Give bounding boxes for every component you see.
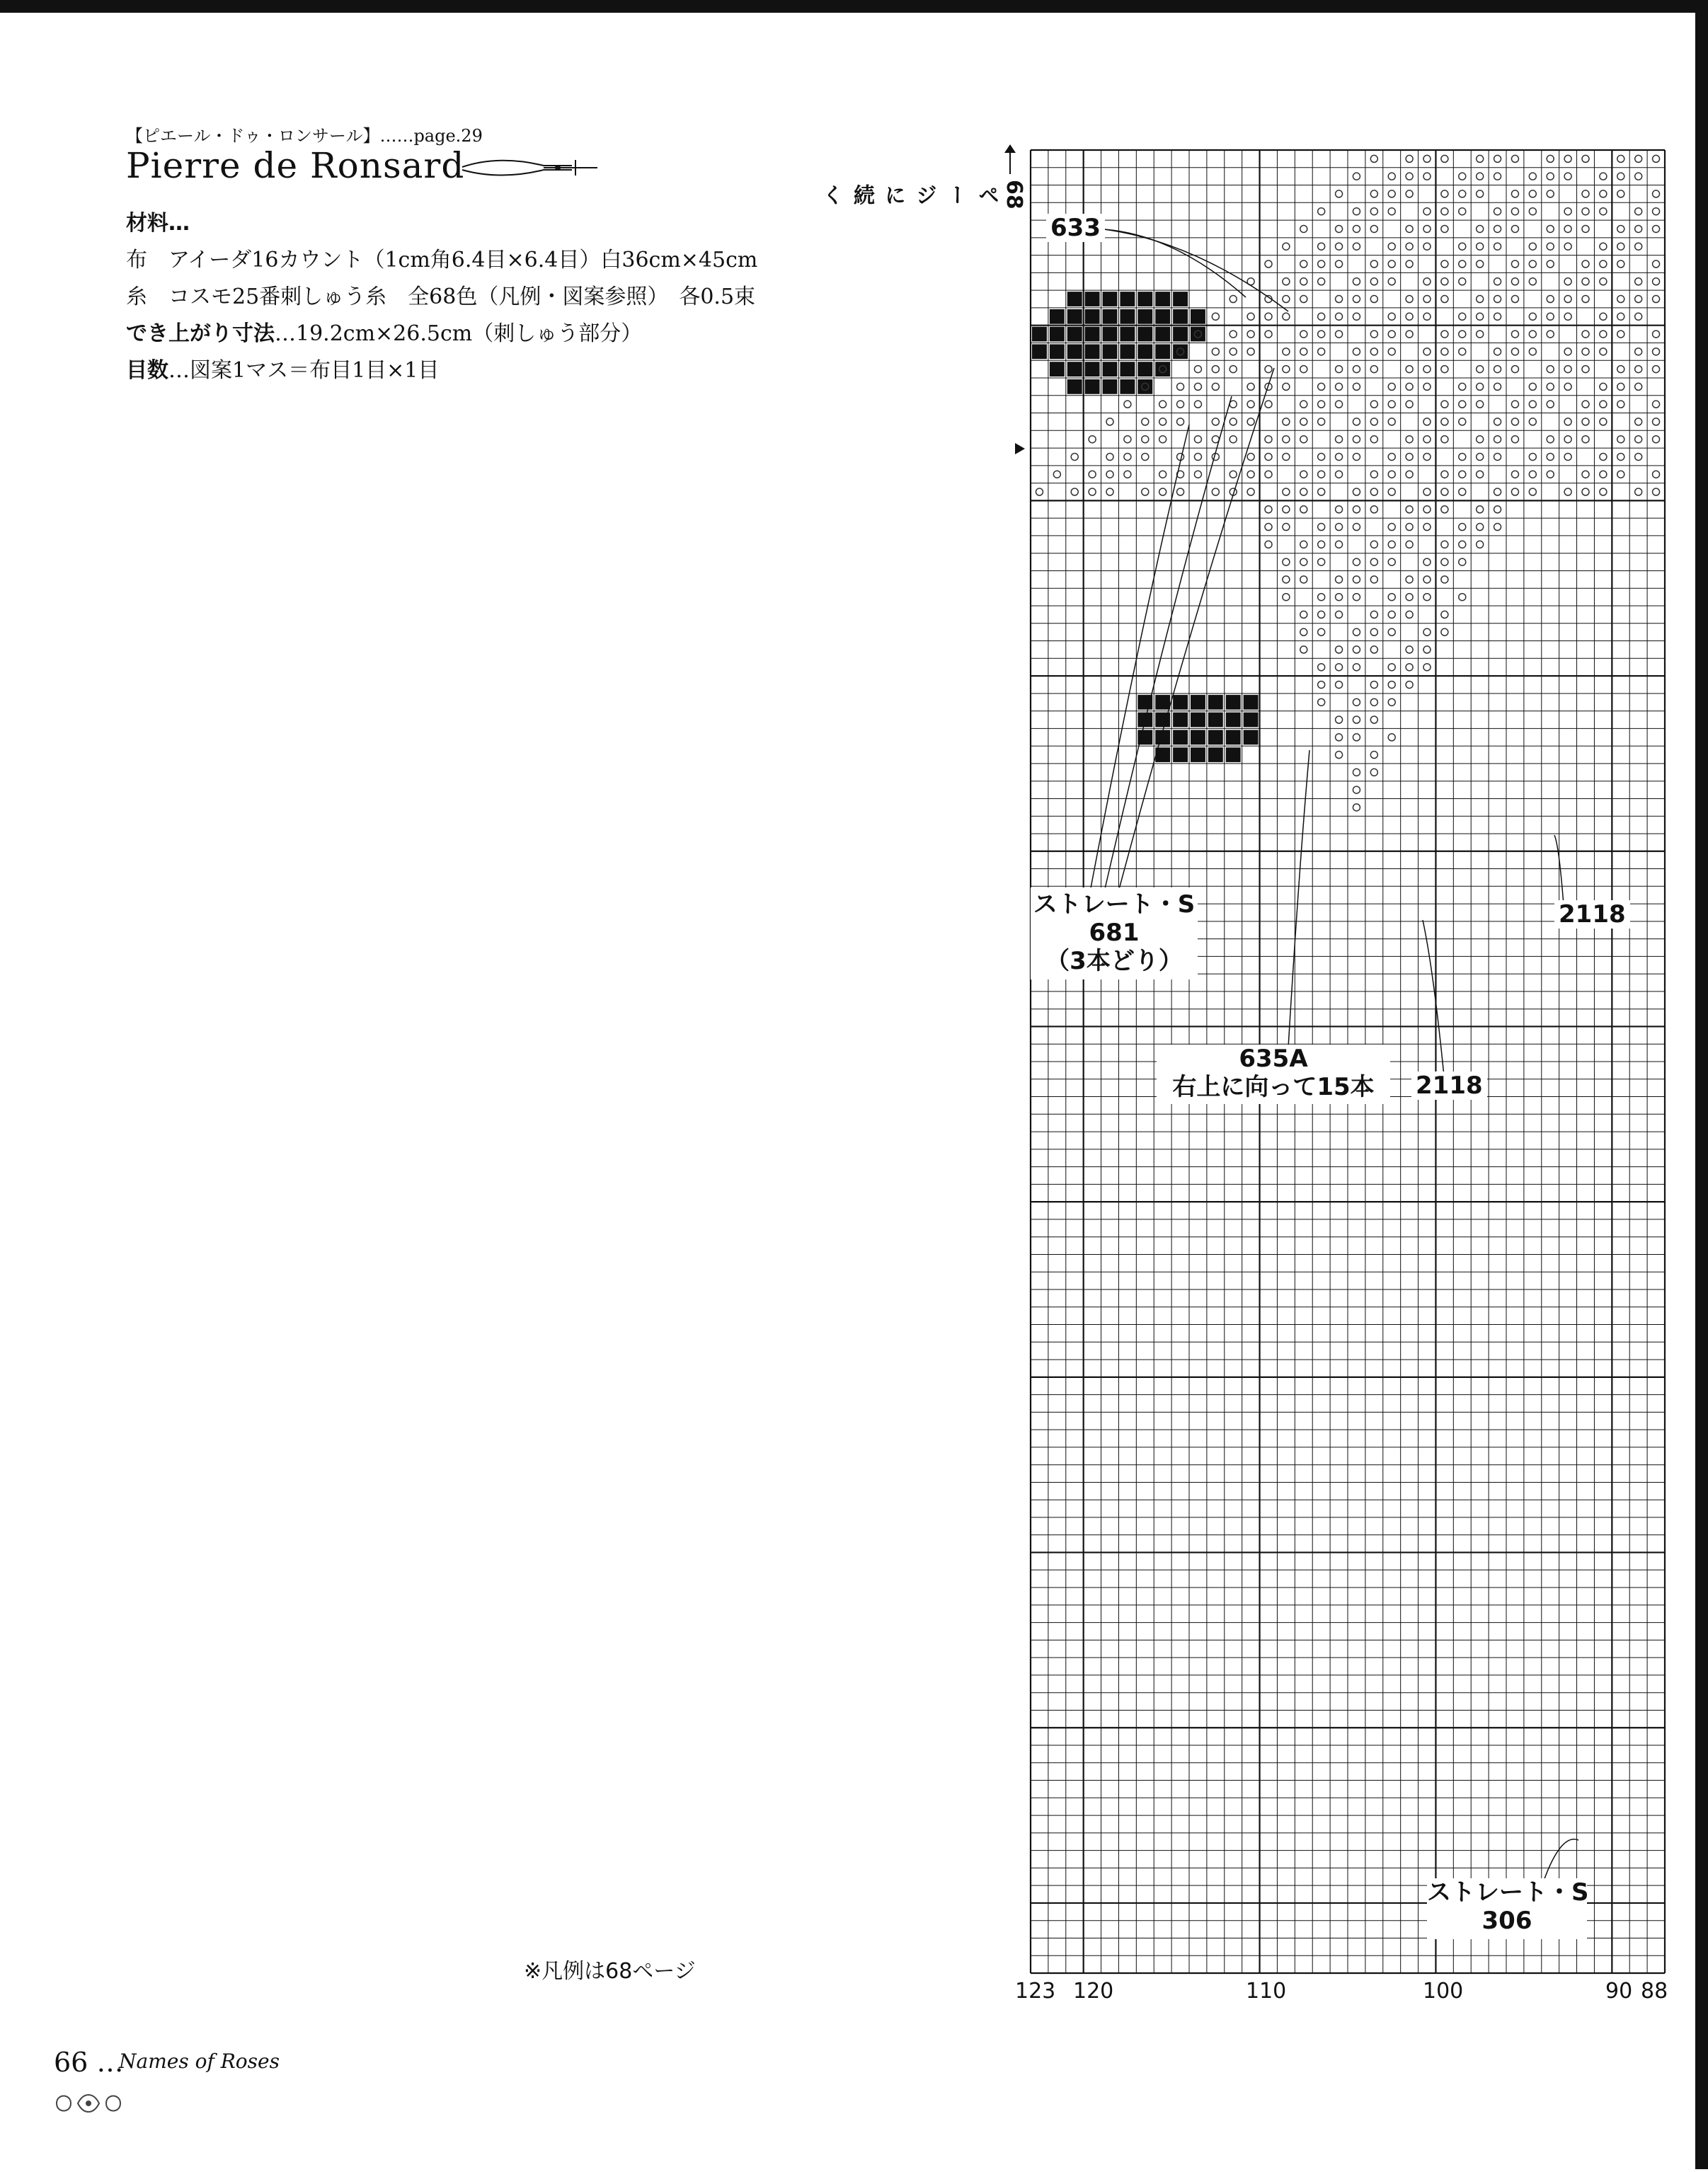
count-label: 目数 [126, 358, 168, 383]
x-axis-label: 123 [1015, 1979, 1056, 2004]
callout-line: 681 [1089, 919, 1140, 947]
callout-line: 635A [1239, 1045, 1308, 1073]
materials-heading: 材料… [126, 211, 190, 236]
callout-line: 306 [1481, 1907, 1532, 1935]
callout-2118-bottom: 2118 [1411, 1071, 1487, 1100]
footer-separator: … [96, 2047, 124, 2078]
callout-633: 633 [1046, 214, 1105, 242]
x-axis-label: 110 [1246, 1979, 1287, 2004]
size-label: でき上がり寸法 [126, 321, 275, 346]
callout-635a [1157, 1045, 1390, 1104]
callout-line: 右上に向って15本 [1172, 1073, 1375, 1101]
materials-fabric: 布 アイーダ16カウント（1cm角6.4目×6.4目）白36cm×45cm [126, 248, 758, 272]
source-label: 【ピエール・ドゥ・ロンサール】……page.29 [126, 126, 483, 146]
callout-line: ストレート・S [1427, 1878, 1589, 1907]
size-value: …19.2cm×26.5cm（刺しゅう部分） [275, 321, 643, 346]
x-axis-label: 120 [1073, 1979, 1114, 2004]
page-title: Pierre de Ronsard [126, 145, 465, 186]
callout-line: （3本どり） [1045, 947, 1183, 975]
footer-book-title: Names of Roses [119, 2050, 280, 2073]
footer-ornament-icon [50, 2089, 127, 2118]
continue-note-text: 68ページに続く [818, 180, 1026, 209]
callout-straight-s-306 [1427, 1878, 1587, 1939]
x-axis-label: 88 [1641, 1979, 1668, 2004]
callout-2118-right: 2118 [1554, 900, 1630, 929]
footer-page-number: 66 … [54, 2047, 124, 2078]
x-axis-label: 90 [1605, 1979, 1633, 2004]
callout-line: ストレート・S [1033, 890, 1196, 919]
x-axis-label: 100 [1423, 1979, 1464, 2004]
count-value: …図案1マス＝布目1目×1目 [168, 358, 440, 383]
legend-note: ※凡例は68ページ [524, 1959, 696, 1984]
materials-thread: 糸 コスモ25番刺しゅう糸 全68色（凡例・図案参照） 各0.5束 [126, 285, 756, 309]
callout-straight-s-681 [1031, 887, 1198, 979]
